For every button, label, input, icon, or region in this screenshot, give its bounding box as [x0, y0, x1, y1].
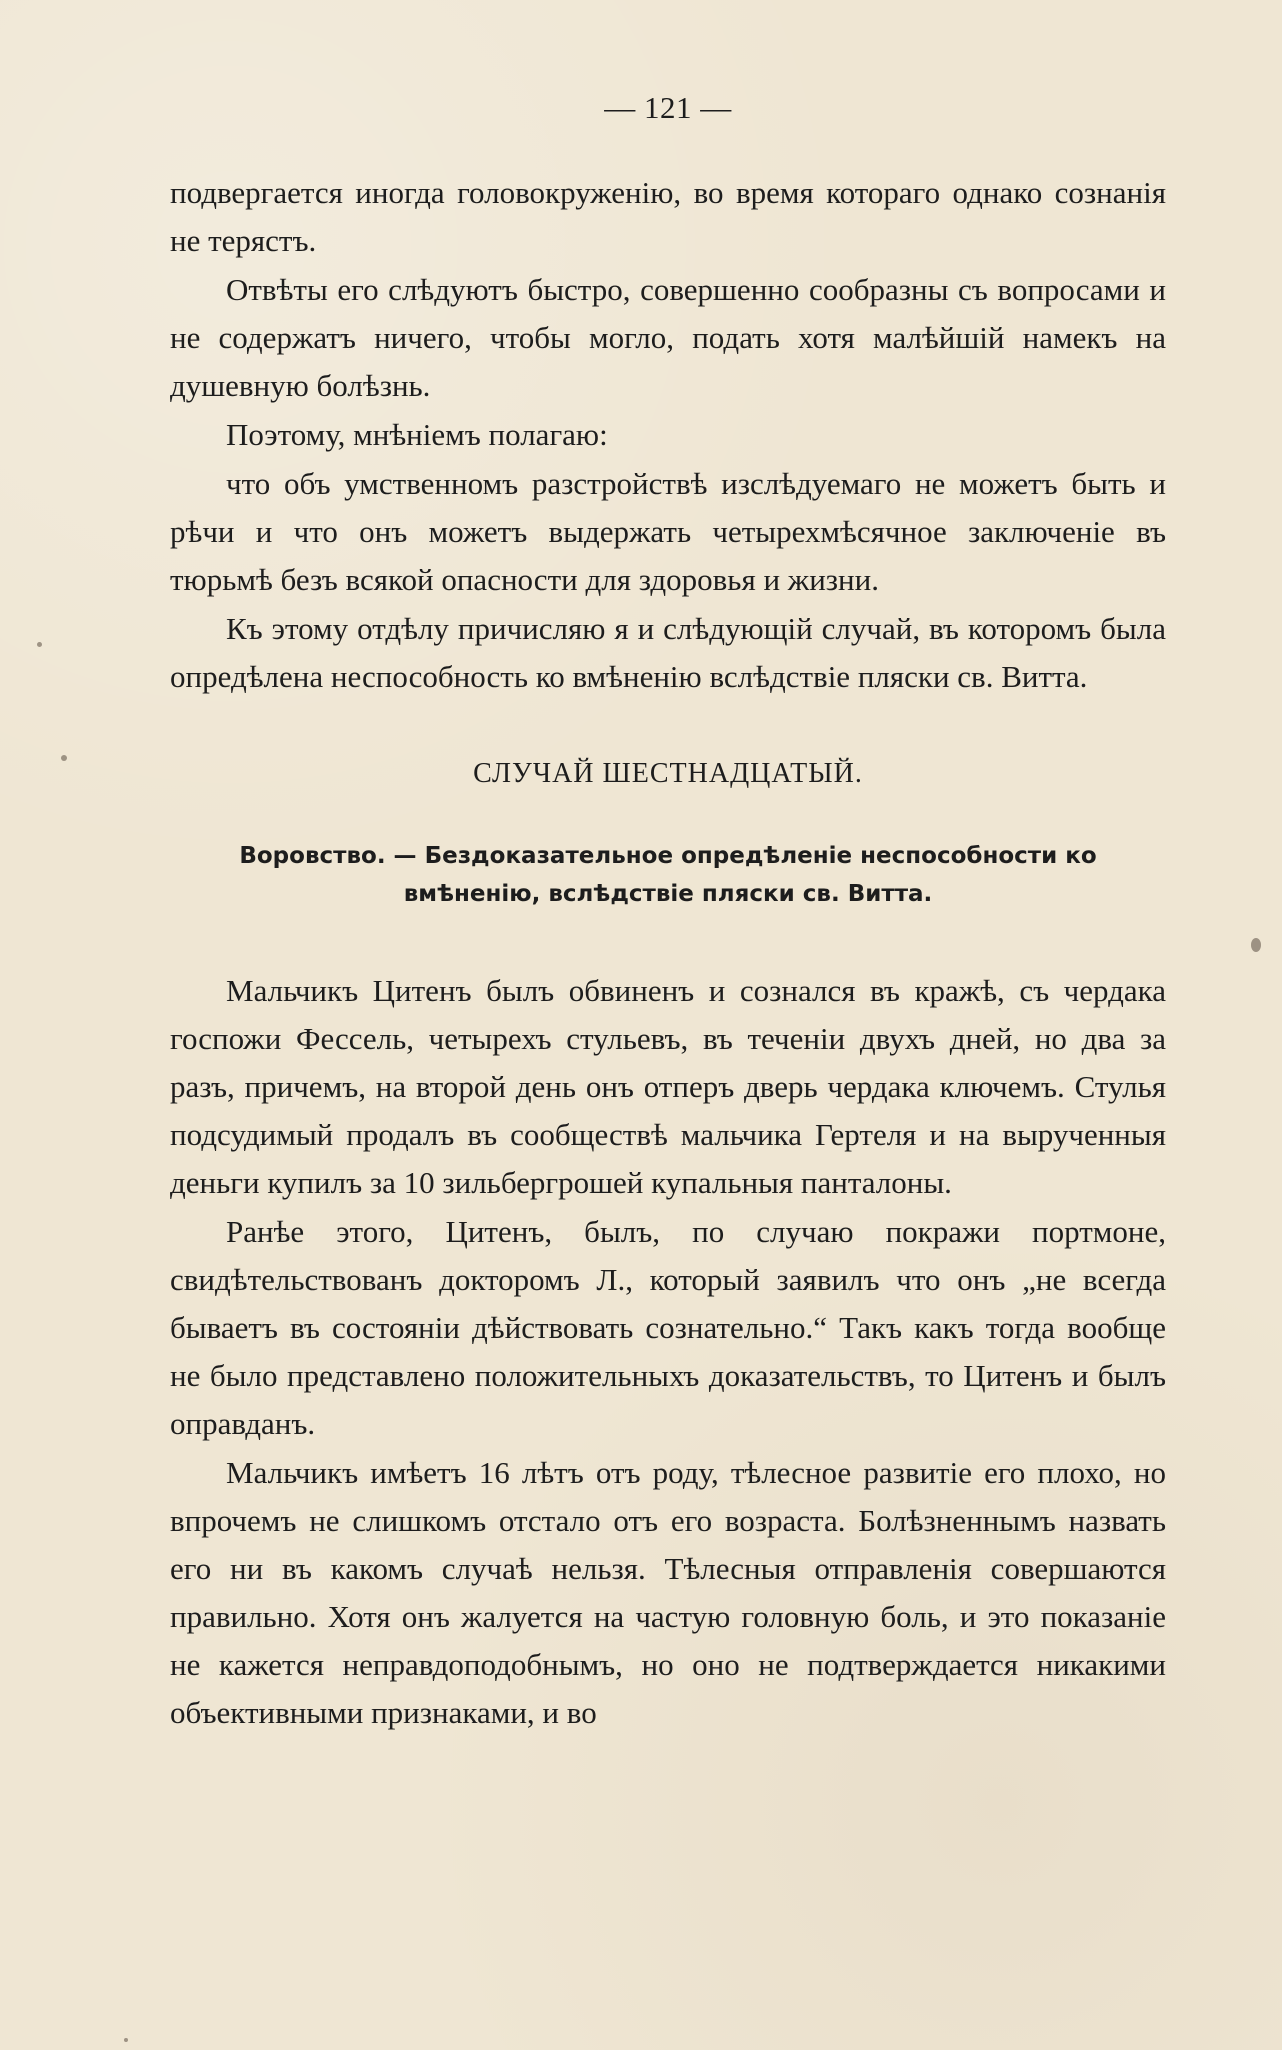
- case-paragraph: Мальчикъ Цитенъ былъ обвиненъ и сознался въ кражѣ, съ чердака госпожи Фессель, четырехъ стульевъ, въ теченіи двухъ дней, но два за разъ, причемъ, на второй день онъ отперъ дверь чердака ключемъ. Стулья подсудимый продалъ въ сообществѣ мальчика Гертеля и на вырученныя деньги купилъ за 10 зильбергрошей купальныя панталоны.: [170, 972, 1166, 1200]
- opinion-heading: Поэтому, мнѣніемъ полагаю:: [226, 417, 608, 452]
- page-number: — 121 —: [604, 90, 732, 125]
- paper-speck: [37, 642, 42, 647]
- opinion-paragraph: что объ умственномъ разстройствѣ изслѣдуемаго не можетъ быть и рѣчи и что онъ можетъ выдержать четырехмѣсячное заключеніе въ тюрьмѣ безъ всякой опасности для здоровья и жизни.: [170, 466, 1166, 597]
- continued-paragraph: подвергается иногда головокруженію, во время котораго однако сознанія не терястъ.: [170, 175, 1166, 258]
- paper-speck: [61, 755, 67, 761]
- case-paragraph: Ранѣе этого, Цитенъ, былъ, по случаю покражи портмоне, свидѣтельствованъ докторомъ Л., который заявилъ что онъ „не всегда бываетъ въ состояніи дѣйствовать сознательно.“ Такъ какъ тогда вообще не было представлено положительныхъ доказательствъ, то Цитенъ и былъ оправданъ.: [170, 1213, 1166, 1441]
- case-paragraph: Мальчикъ имѣетъ 16 лѣтъ отъ роду, тѣлесное развитіе его плохо, но впрочемъ не слишкомъ отстало отъ его возраста. Болѣзненнымъ назвать его ни въ какомъ случаѣ нельзя. Тѣлесныя отправленія совершаются правильно. Хотя онъ жалуется на частую головную боль, и это показаніе не кажется неправдоподобнымъ, но оно не подтверждается никакими объективными признаками, и во: [170, 1454, 1166, 1730]
- transition-paragraph: Къ этому отдѣлу причисляю я и слѣдующій случай, въ которомъ была опредѣлена неспособность ко вмѣненію вслѣдствіе пляски св. Витта.: [170, 611, 1166, 694]
- case-title: СЛУЧАЙ ШЕСТНАДЦАТЫЙ.: [473, 758, 863, 789]
- case-subtitle: Воровство. — Бездоказательное опредѣленіе неспособности ко вмѣненію, вслѣдствіе пляски св. Витта.: [239, 842, 1097, 907]
- paper-speck: [1251, 938, 1261, 952]
- answer-paragraph: Отвѣты его слѣдуютъ быстро, совершенно сообразны съ вопросами и не содержатъ ничего, чтобы могло, подать хотя малѣйшій намекъ на душевную болѣзнь.: [170, 272, 1166, 403]
- page-content: [170, 92, 1166, 1737]
- paper-speck: [124, 2038, 128, 2042]
